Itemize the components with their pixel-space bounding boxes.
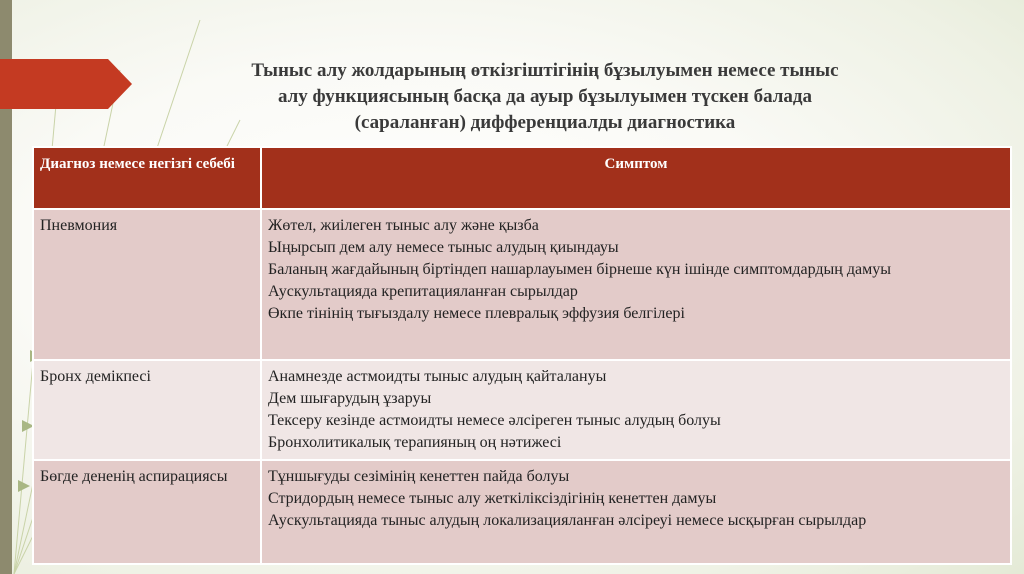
symptom-item: Өкпе тінінің тығыздалу немесе плевралық эффузия белгілері [268, 305, 685, 322]
symptom-cell [261, 209, 1011, 360]
header-symptom: Симптом [261, 147, 1011, 209]
symptom-item: Дем шығарудың ұзаруы [268, 390, 432, 407]
symptom-item: Анамнезде астмоидты тыныс алудың қайталануы [268, 368, 607, 385]
title-line-2: алу функциясының басқа да ауыр бұзылуымен түскен балада [277, 86, 813, 107]
symptom-item: Бронхолитикалық терапияның оң нәтижесі [268, 434, 562, 451]
title-line-1: Тыныс алу жолдарының өткізгіштігінің бұзылуымен немесе тыныс [251, 60, 839, 81]
symptom-item: Баланың жағдайының біртіндеп нашарлауымен бірнеше күн ішінде симптомдардың дамуы [268, 261, 891, 278]
table-header-row [33, 147, 1011, 209]
table-row [33, 209, 1011, 360]
title-line-3: (сараланған) дифференциалды диагностика [354, 112, 736, 133]
symptom-item: Тексеру кезінде астмоидты немесе әлсіреген тыныс алудың болуы [268, 412, 721, 429]
symptom-cell [261, 460, 1011, 564]
header-diagnosis: Диагноз немесе негізгі себебі [33, 147, 261, 209]
diagnosis-cell: Пневмония [33, 209, 261, 360]
table-row [33, 460, 1011, 564]
title-arrow-icon [0, 59, 132, 109]
symptom-item: Жөтел, жиілеген тыныс алу және қызба [268, 217, 539, 234]
diagnosis-cell: Бронх демікпесі [33, 360, 261, 460]
slide-title [170, 58, 920, 136]
symptom-item: Аускультацияда тыныс алудың локализацияланған әлсіреуі немесе ысқырған сырылдар [268, 512, 867, 529]
symptom-item: Стридордың немесе тыныс алу жеткіліксіздігінің кенеттен дамуы [268, 490, 717, 507]
table-row [33, 360, 1011, 460]
symptom-item: Ыңырсып дем алу немесе тыныс алудың қиындауы [268, 239, 619, 256]
symptom-cell [261, 360, 1011, 460]
diagnosis-cell: Бөгде дененің аспирациясы [33, 460, 261, 564]
symptom-item: Тұншығуды сезімінің кенеттен пайда болуы [268, 468, 570, 485]
diagnosis-table [32, 146, 1012, 565]
symptom-item: Аускультацияда крепитацияланған сырылдар [268, 283, 578, 300]
